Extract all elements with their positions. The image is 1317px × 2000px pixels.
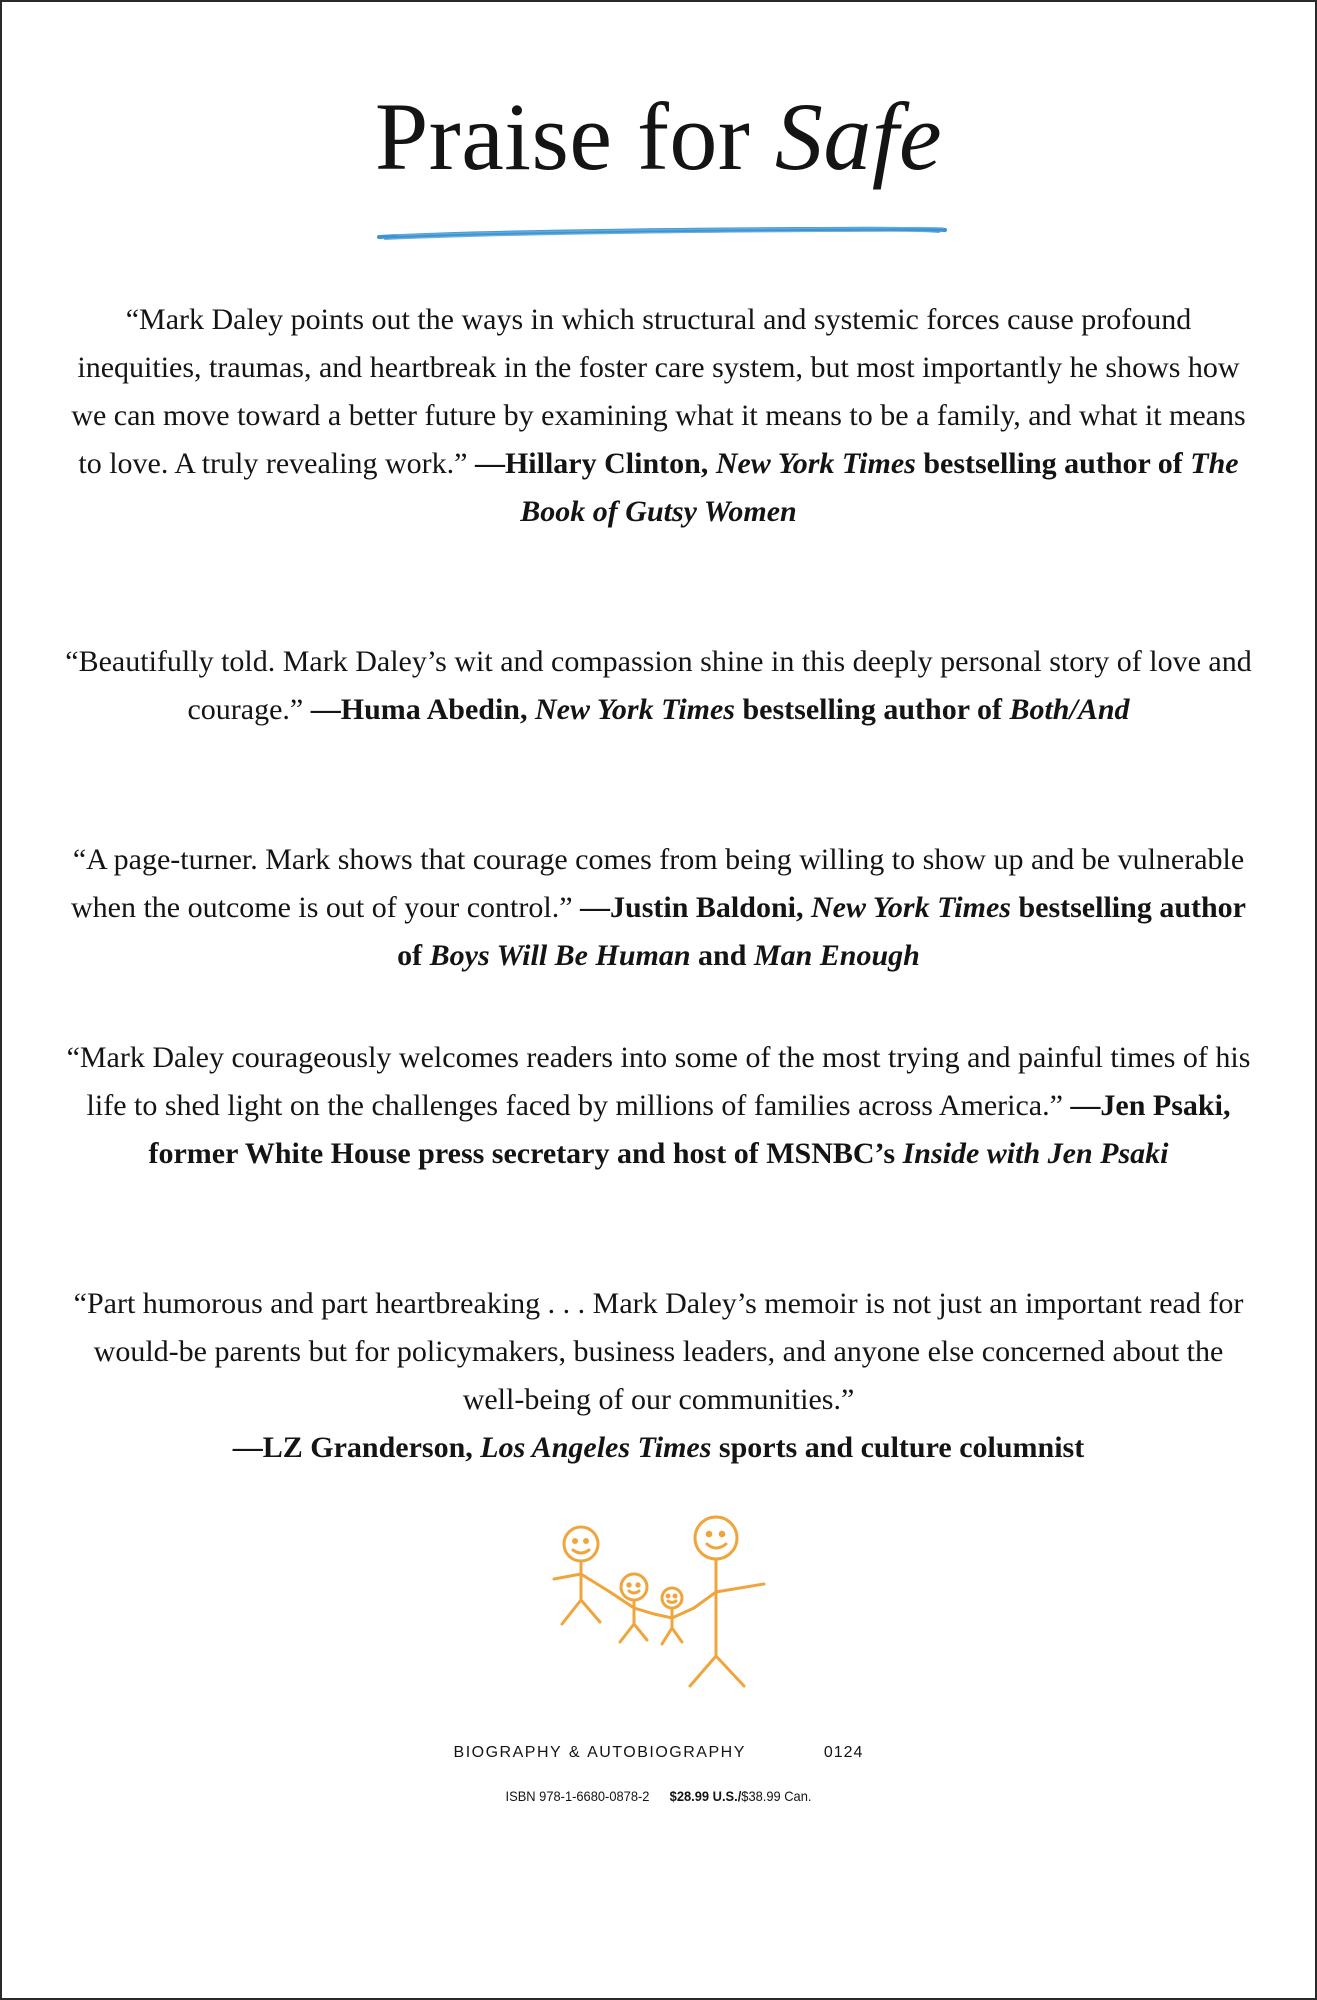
title-prefix: Praise for <box>374 83 775 190</box>
page-title <box>2 84 1315 190</box>
attribution-description: bestselling author of <box>742 693 1002 726</box>
attribution-description: bestselling author of <box>923 447 1183 480</box>
blurb-quote: “A page-turner. Mark shows that courage comes from being willing to show up and be vulnerable when the outcome is out of your control.” <box>70 843 1245 924</box>
blurb-quote: “Part humorous and part heartbreaking . . . Mark Daley’s memoir is not just an important read for would-be parents but for policymakers, business leaders, and anyone else concerned about the well-being of our communities.” <box>73 1287 1244 1416</box>
attribution-work: Man Enough <box>753 939 920 972</box>
blurb-clinton <box>62 296 1255 536</box>
stick-figure-family-icon <box>544 1514 784 1704</box>
blurb-quote: “Beautifully told. Mark Daley’s wit and compassion shine in this deeply personal story of love and courage.” <box>65 645 1252 726</box>
blurb-quote: “Mark Daley points out the ways in which structural and systemic forces cause profound inequities, traumas, and heartbreak in the foster care system, but most importantly he shows how we can move toward a better future by examining what it means to be a family, and what it means to love. A truly revealing work.” <box>71 303 1246 480</box>
attribution-description: sports and culture columnist <box>718 1431 1085 1464</box>
attribution-work: The Book of Gutsy Women <box>520 447 1239 528</box>
attribution-publication: New York Times <box>715 447 916 480</box>
category-code: 0124 <box>823 1744 864 1761</box>
attribution-publication: New York Times <box>534 693 735 726</box>
attribution-conjunction: and <box>698 939 747 972</box>
title-book-name: Safe <box>774 83 943 190</box>
blurb-abedin <box>62 638 1255 734</box>
attribution-work: Both/And <box>1009 693 1130 726</box>
attribution-publication: Los Angeles Times <box>480 1431 712 1464</box>
attribution-name: —Huma Abedin, <box>310 693 528 726</box>
category-label: BIOGRAPHY & AUTOBIOGRAPHY <box>453 1744 746 1761</box>
attribution-name: —Hillary Clinton, <box>474 447 709 480</box>
blurb-attribution <box>475 447 1239 528</box>
price-us: $28.99 U.S./ <box>669 1788 742 1804</box>
blurb-baldoni <box>62 836 1255 980</box>
isbn-number: ISBN 978-1-6680-0878-2 <box>505 1788 650 1804</box>
price-canada: $38.99 Can. <box>741 1788 812 1804</box>
attribution-name: —Jen Psaki, former White House press secretary and host of MSNBC’s <box>148 1089 1231 1170</box>
blurb-psaki <box>62 1034 1255 1178</box>
attribution-description: bestselling author of <box>397 891 1246 972</box>
attribution-publication: New York Times <box>810 891 1011 924</box>
blurb-attribution <box>311 693 1130 726</box>
attribution-work: Boys Will Be Human <box>429 939 691 972</box>
crayon-underline-icon <box>377 224 947 244</box>
blurb-quote: “Mark Daley courageously welcomes readers into some of the most trying and painful times of his life to shed light on the challenges faced by millions of families across America.” <box>66 1041 1251 1122</box>
isbn-price-line <box>55 1788 1263 1804</box>
category-line <box>2 1744 1315 1762</box>
attribution-name: —LZ Granderson, <box>232 1431 473 1464</box>
attribution-name: —Justin Baldoni, <box>580 891 804 924</box>
attribution-work: Inside with Jen Psaki <box>902 1137 1169 1170</box>
blurb-attribution <box>233 1431 1084 1464</box>
blurb-granderson <box>62 1280 1255 1472</box>
